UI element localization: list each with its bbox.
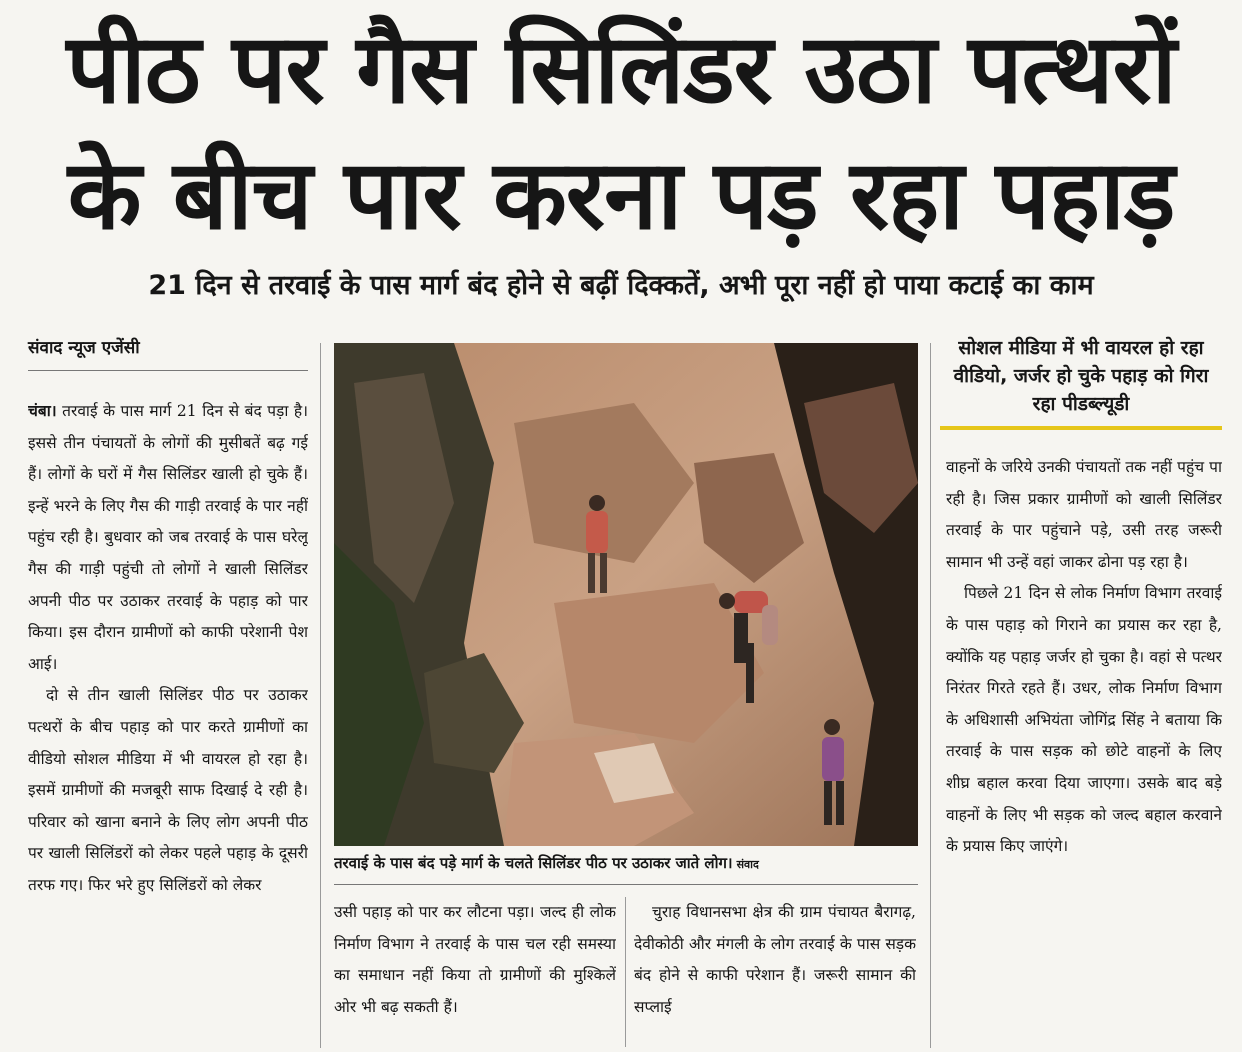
paragraph: पिछले 21 दिन से लोक निर्माण विभाग तरवाई के पास पहाड़ को गिराने का प्रयास कर रहा है, क्योंकि यह पहाड़ जर्जर हो चुका है। वहां से पत्थर निरंतर गिरते रहते हैं। उधर, लोक निर्माण विभाग के अधिशासी अभियंता जोगिंद्र सिंह ने बताया कि तरवाई के पास सड़क को छोटे वाहनों के लिए शीघ्र बहाल करवा दिया जाएगा। उसके बाद बड़े वाहनों के लिए भी सड़क को जल्द बहाल करवाने के प्रयास किए जाएंगे। <box>946 584 1222 856</box>
photo-credit: संवाद <box>736 858 759 871</box>
news-photo <box>334 343 918 846</box>
caption-text: तरवाई के पास बंद पड़े मार्ग के चलते सिलिंडर पीठ पर उठाकर जाते लोग। <box>334 854 733 872</box>
article-column-3 <box>634 897 916 1047</box>
dateline: चंबा। <box>28 402 57 420</box>
paragraph: वाहनों के जरिये उनकी पंचायतों तक नहीं पहुंच पा रही है। जिस प्रकार ग्रामीणों को खाली सिलिंडर तरवाई के पार पहुंचाने पड़े, उसी तरह जरूरी सामान भी उन्हें वहां जाकर ढोना पड़ रहा है। <box>946 458 1222 571</box>
column-divider <box>320 343 321 1048</box>
paragraph: उसी पहाड़ को पार कर लौटना पड़ा। जल्द ही लोक निर्माण विभाग ने तरवाई के पास चल रही समस्या का समाधान नहीं किया तो ग्रामीणों की मुश्किलें ओर भी बढ़ सकती हैं। <box>334 903 616 1016</box>
subheadline: 21 दिन से तरवाई के पास मार्ग बंद होने से बढ़ीं दिक्कतें, अभी पूरा नहीं हो पाया कटाई का काम <box>148 270 1094 301</box>
headline-line-2: के बीच पार करना पड़ रहा पहाड़ <box>67 140 1175 250</box>
article-column-4 <box>946 452 1222 1048</box>
pull-quote: सोशल मीडिया में भी वायरल हो रहा वीडियो, जर्जर हो चुके पहाड़ को गिरा रहा पीडब्ल्यूडी <box>940 334 1222 430</box>
paragraph: दो से तीन खाली सिलिंडर पीठ पर उठाकर पत्थरों के बीच पहाड़ को पार करते ग्रामीणों का वीडियो सोशल मीडिया में भी वायरल हो रहा है। इसमें ग्रामीणों की मजबूरी साफ दिखाई दे रही है। परिवार को खाना बनाने के लिए लोग अपनी पीठ पर खाली सिलिंडरों को लेकर पहले पहाड़ के दूसरी तरफ गए। फिर भरे हुए सिलिंडरों को लेकर <box>28 686 308 894</box>
column-divider <box>625 897 626 1047</box>
photo-caption <box>334 850 918 885</box>
paragraph: तरवाई के पास मार्ग 21 दिन से बंद पड़ा है। इससे तीन पंचायतों के लोगों की मुसीबतें बढ़ गई हैं। लोगों के घरों में गैस सिलिंडर खाली हो चुके हैं। इन्हें भरने के लिए गैस की गाड़ी तरवाई के पार नहीं पहुंच रही है। बुधवार को जब तरवाई के पास घरेलू गैस की गाड़ी पहुंची तो लोगों ने खाली सिलिंडर अपनी पीठ पर उठाकर तरवाई के पहाड़ को पार किया। इस दौरान ग्रामीणों को काफी परेशानी पेश आई। <box>28 402 308 673</box>
column-divider <box>930 343 931 1048</box>
rocky-hillside-illustration <box>334 343 918 846</box>
headline-line-1: पीठ पर गैस सिलिंडर उठा पत्थरों <box>66 14 1176 124</box>
article-column-1 <box>28 396 308 1046</box>
paragraph: चुराह विधानसभा क्षेत्र की ग्राम पंचायत बैरागढ़, देवीकोठी और मंगली के लोग तरवाई के पास सड़क बंद होने से काफी परेशान हैं। जरूरी सामान की सप्लाई <box>634 903 916 1016</box>
article-column-2 <box>334 897 616 1047</box>
byline: संवाद न्यूज एजेंसी <box>28 336 308 371</box>
